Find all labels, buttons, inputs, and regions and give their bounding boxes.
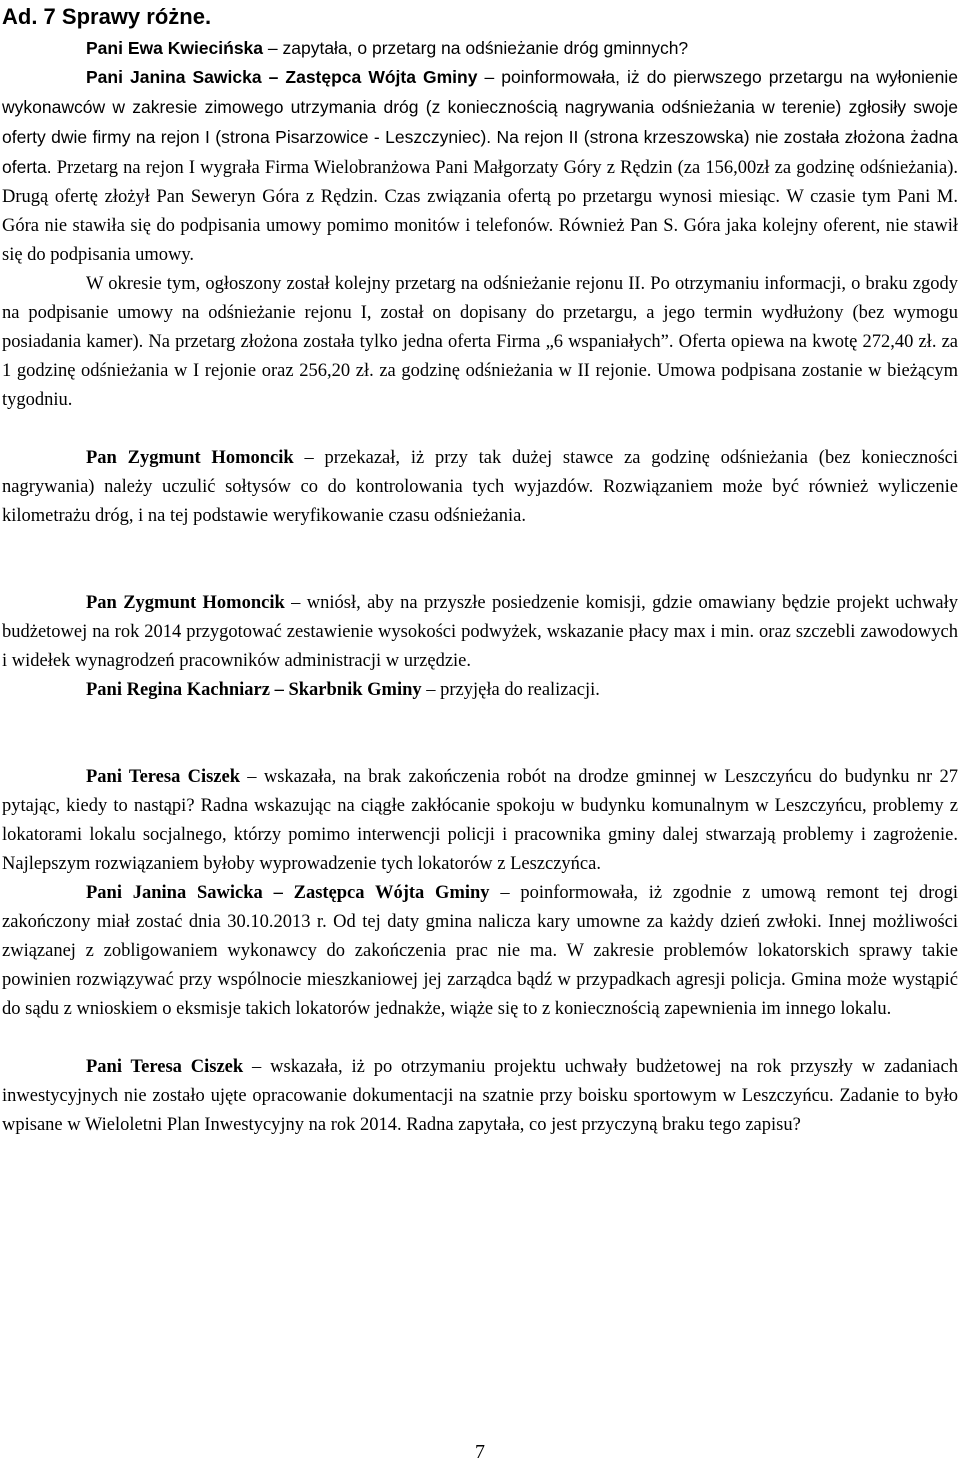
paragraph-sawicka-tender xyxy=(2,63,958,270)
spacer xyxy=(2,415,958,444)
speaker-name: Pani Janina Sawicka – Zastępca Wójta Gminy xyxy=(86,883,490,903)
paragraph-text: – wniósł, aby na przyszłe posiedzenie komisji, gdzie omawiany będzie projekt uchwały budżetowej na rok 2014 przygotować zestawienie wysokości podwyżek, wskazanie płacy max i min. oraz szczebli zawodowych i widełek wynagrodzeń pracowników administracji w urzędzie. xyxy=(2,593,959,671)
paragraph-text: – poinformowała, iż do pierwszego przetargu na wyłonienie wykonawców w zakresie zimowego utrzymania dróg (z koniecznością nagrywania odśnieżania w terenie) zgłosiły swoje oferty dwie firmy na rejon I (strona Pisarzowice - Leszczyniec). Na rejon II (strona krzeszowska) nie została złożona żadna oferta. xyxy=(2,67,958,177)
section-heading: Ad. 7 Sprawy różne. xyxy=(2,4,212,29)
paragraph-new-tender: W okresie tym, ogłoszony został kolejny przetarg na odśnieżanie rejonu II. Po otrzymaniu informacji, o braku zgody na podpisanie umowy na odśnieżanie rejonu I, został on dopisany do przetargu, a jego termin wydłużony (bez wymogu posiadania kamer). Na przetarg złożona została tylko jedna oferta Firma „6 wspaniałych”. Oferta opiewa na kwotę 272,40 zł. za 1 godzinę odśnieżania w I rejonie oraz 256,20 zł. za godzinę odśnieżania w II rejonie. Umowa podpisana zostanie w bieżącym tygodniu. xyxy=(2,274,958,410)
paragraph-sawicka-road xyxy=(2,879,958,1024)
paragraph-text: – przyjęła do realizacji. xyxy=(421,680,600,700)
paragraph-text: – wskazała, na brak zakończenia robót na drodze gminnej w Leszczyńcu do budynku nr 27 pytając, kiedy to nastąpi? Radna wskazując na ciągłe zakłócanie spokoju w budynku komunalnym w Leszczyńcu, problemy z lokatorami lokalu socjalnego, którzy pomimo interwencji policji i pracownika gminy dalej stwarzają problemy i zagrożenie. Najlepszym rozwiązaniem byłoby wyprowadzenie tych lokatorów z Leszczyńca. xyxy=(2,767,958,874)
speaker-name: Pani Ewa Kwiecińska xyxy=(86,38,264,58)
speaker-name: Pani Teresa Ciszek xyxy=(86,1057,244,1077)
speaker-name: Pan Zygmunt Homoncik xyxy=(86,448,294,468)
speaker-name: Pani Teresa Ciszek xyxy=(86,767,241,787)
page-number: 7 xyxy=(475,1441,485,1463)
paragraph-text: – poinformowała, iż zgodnie z umową remont tej drogi zakończony miał zostać dnia 30.10.2013 r. Od tej daty gmina nalicza kary umowne za każdy dzień zwłoki. Innej możliwości związanej z zobligowaniem wykonawcy do zakończenia prac nie ma. W zakresie problemów lokatorskich sprawy takie powinien rozwiązywać przy wspólnocie mieszkaniowej jej zarządca bądź w przypadkach agresji policja. Gmina może wystąpić do sądu z wnioskiem o eksmisje takich lokatorów jednakże, wiąże się to z koniecznością zapewnienia im innego lokalu. xyxy=(2,883,958,1019)
speaker-name: Pani Regina Kachniarz – Skarbnik Gminy xyxy=(86,680,422,700)
spacer xyxy=(2,531,958,589)
paragraph-kachniarz-reply xyxy=(2,676,958,705)
paragraph-text: – zapytała, o przetarg na odśnieżanie dróg gminnych? xyxy=(263,38,689,58)
spacer xyxy=(2,705,958,763)
paragraph-text: Przetarg na rejon I wygrała Firma Wielobranżowa Pani Małgorzaty Góry z Rędzin (za 156,00zł za godzinę odśnieżania). Drugą ofertę złożył Pan Seweryn Góra z Rędzin. Czas związania ofertą po przetargu wynosi miesiąc. W czasie tym Pani M. Góra nie stawiła się do podpisania umowy pomimo monitów i telefonów. Również Pan S. Góra jaka kolejny oferent, nie stawił się do podpisania umowy. xyxy=(2,158,958,265)
paragraph-ciszek-road xyxy=(2,763,958,879)
speaker-name: Pani Janina Sawicka – Zastępca Wójta Gminy xyxy=(86,67,478,87)
paragraph-kwiecinska-question xyxy=(2,34,958,63)
document-body xyxy=(2,4,958,1140)
paragraph-text: – wskazała, iż po otrzymaniu projektu uchwały budżetowej na rok przyszły w zadaniach inwestycyjnych nie zostało ujęte opracowanie dokumentacji na szatnie przy boisku sportowym w Leszczyńcu. Zadanie to było wpisane w Wieloletni Plan Inwestycyjny na rok 2014. Radna zapytała, co jest przyczyną braku tego zapisu? xyxy=(2,1057,958,1135)
spacer xyxy=(2,1024,958,1053)
paragraph-ciszek-budget xyxy=(2,1053,958,1140)
paragraph-text: – przekazał, iż przy tak dużej stawce za godzinę odśnieżania (bez konieczności nagrywania) należy uczulić sołtysów co do kontrolowania tych wyjazdów. Rozwiązaniem może być również wyliczenie kilometrażu dróg, i na tej podstawie weryfikowanie czasu odśnieżania. xyxy=(2,448,958,526)
paragraph-homoncik-budget xyxy=(2,589,958,676)
speaker-name: Pan Zygmunt Homoncik xyxy=(86,593,285,613)
paragraph-homoncik-rate xyxy=(2,444,958,531)
